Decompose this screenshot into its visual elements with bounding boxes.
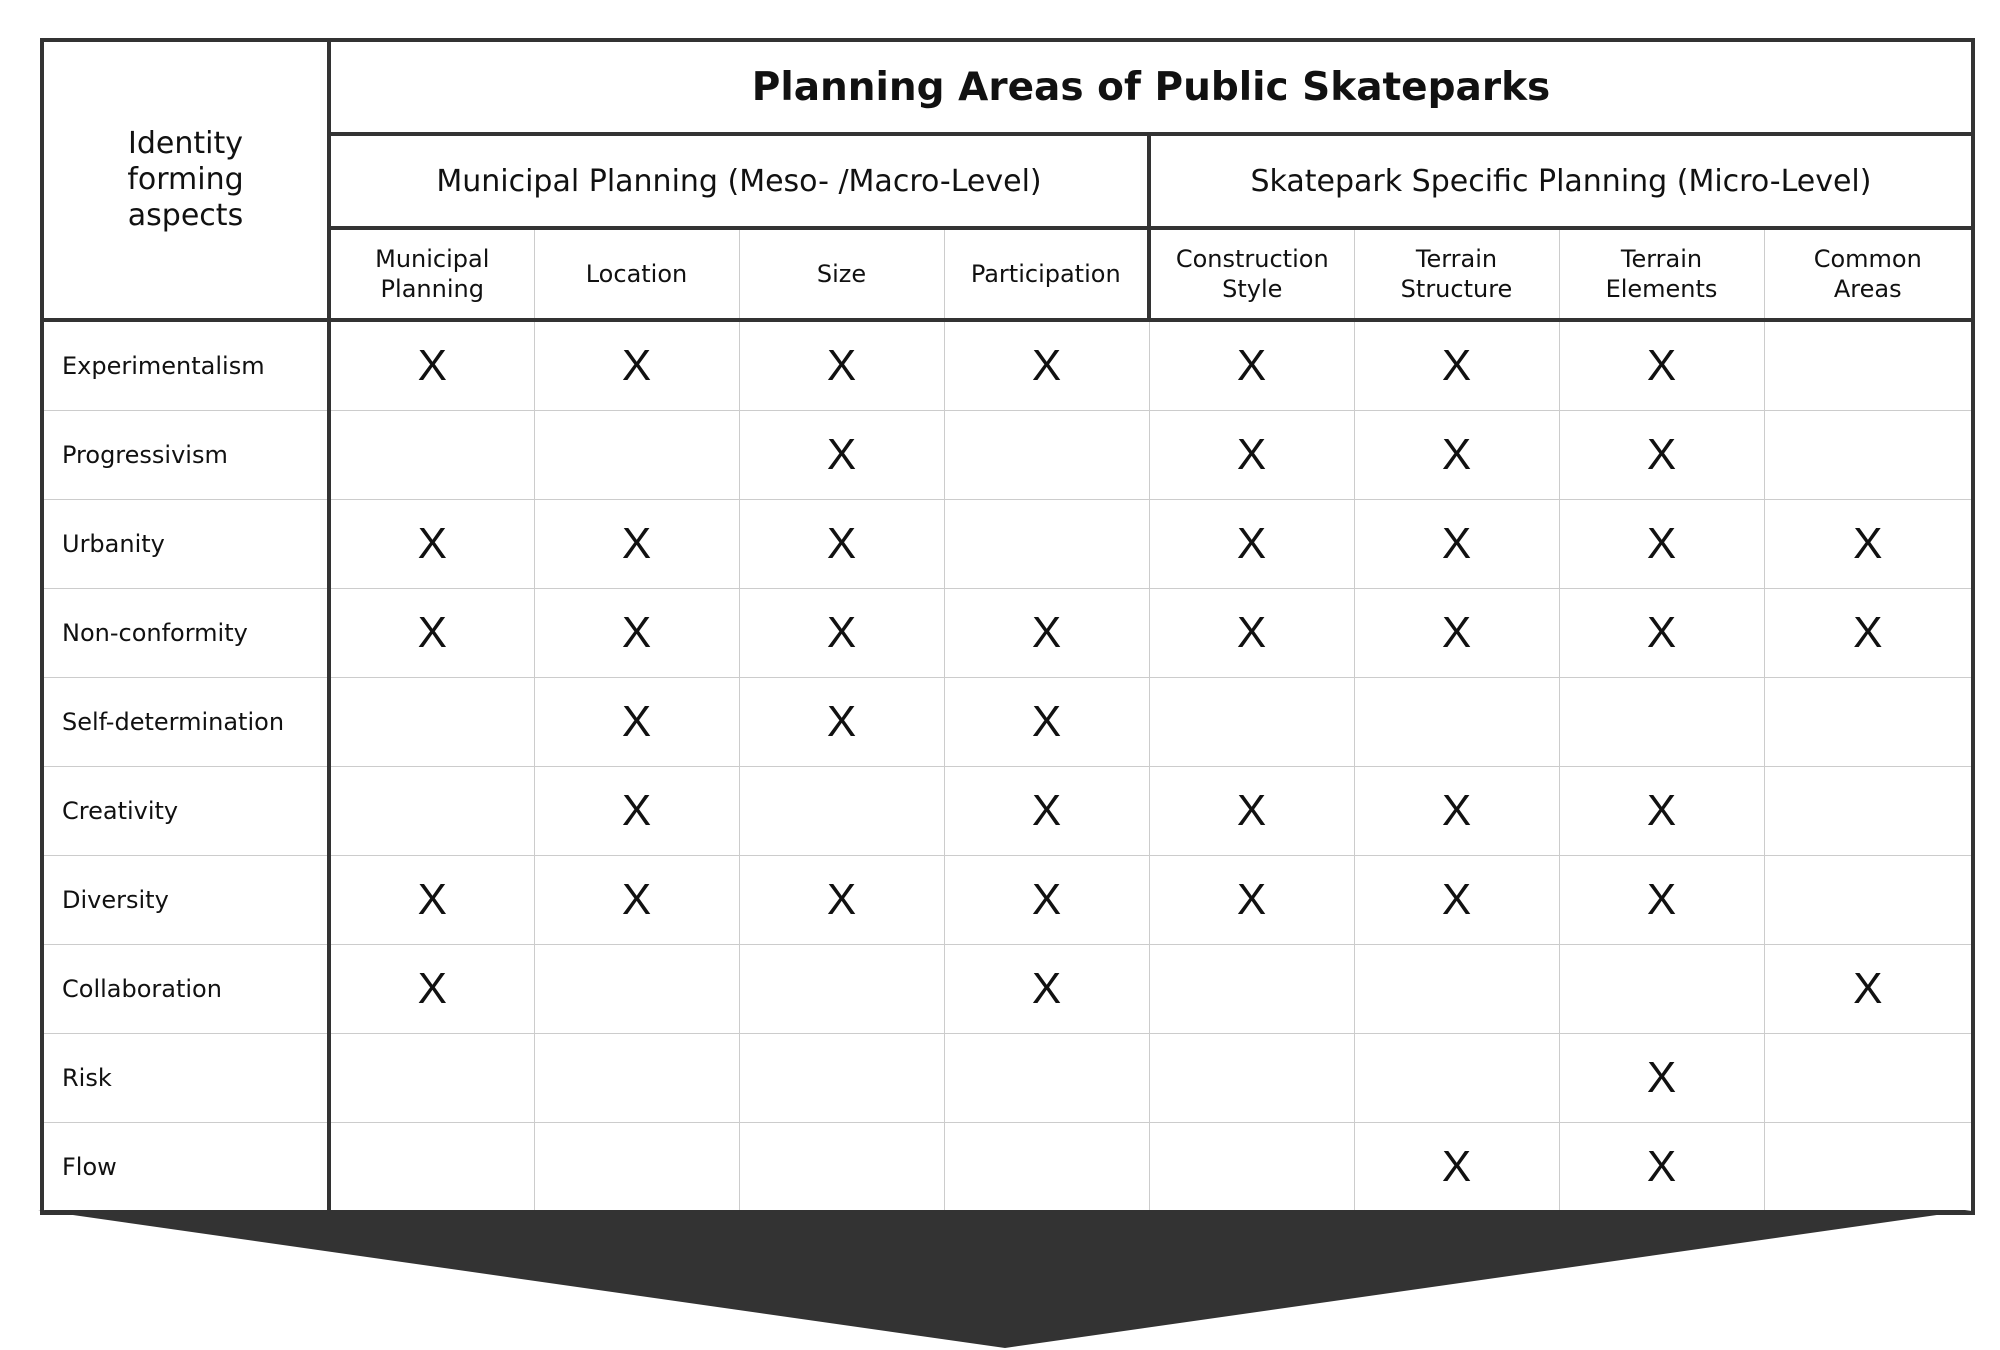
column-header-line: Municipal [375, 245, 490, 273]
matrix-cell: X [534, 320, 739, 411]
matrix-cell: X [1354, 856, 1559, 945]
row-label: Risk [42, 1034, 329, 1123]
matrix-cell: X [1354, 500, 1559, 589]
matrix-cell: X [534, 856, 739, 945]
table-title: Planning Areas of Public Skateparks [329, 40, 1973, 134]
matrix-cell: X [329, 945, 534, 1034]
matrix-cell: X [329, 856, 534, 945]
matrix-cell: X [739, 411, 944, 500]
column-header-line: Structure [1400, 275, 1513, 303]
corner-label-line: forming [127, 162, 244, 197]
matrix-cell: X [534, 678, 739, 767]
matrix-cell: X [739, 320, 944, 411]
corner-label-line: aspects [127, 198, 244, 233]
row-label: Urbanity [42, 500, 329, 589]
column-header-line: Size [816, 260, 867, 288]
group-header-skatepark: Skatepark Specific Planning (Micro-Level) [1149, 134, 1973, 228]
column-header-line: Participation [970, 260, 1121, 288]
matrix-cell: X [944, 320, 1149, 411]
matrix-cell: X [1354, 1123, 1559, 1214]
matrix-cell: X [1559, 1123, 1764, 1214]
row-label: Progressivism [42, 411, 329, 500]
matrix-cell: X [1149, 767, 1354, 856]
row-label: Experimentalism [42, 320, 329, 411]
row-label: Non-conformity [42, 589, 329, 678]
column-header-line: Areas [1833, 275, 1902, 303]
row-label: Self-determination [42, 678, 329, 767]
matrix-cell: X [1559, 1034, 1764, 1123]
matrix-cell: X [739, 856, 944, 945]
matrix-cell: X [1559, 856, 1764, 945]
matrix-cell: X [1764, 500, 1973, 589]
matrix-cell: X [944, 945, 1149, 1034]
column-header-line: Elements [1605, 275, 1718, 303]
matrix-cell: X [329, 589, 534, 678]
matrix-cell: X [944, 589, 1149, 678]
matrix-cell: X [1354, 320, 1559, 411]
row-label: Diversity [42, 856, 329, 945]
corner-label-line: Identity [128, 126, 243, 161]
matrix-cell: X [1764, 945, 1973, 1034]
matrix-cell: X [1559, 589, 1764, 678]
column-header-line: Terrain [1415, 245, 1498, 273]
matrix-cell: X [944, 856, 1149, 945]
chevron-down-icon [38, 1210, 1972, 1348]
row-label: Creativity [42, 767, 329, 856]
column-header-line: Style [1222, 275, 1283, 303]
matrix-cell: X [329, 500, 534, 589]
matrix-cell: X [739, 589, 944, 678]
matrix-cell: X [1354, 589, 1559, 678]
matrix-cell: X [739, 678, 944, 767]
matrix-cell: X [329, 320, 534, 411]
matrix-cell: X [944, 678, 1149, 767]
matrix-cell: X [534, 500, 739, 589]
column-header-line: Terrain [1620, 245, 1703, 273]
matrix-cell: X [1149, 589, 1354, 678]
column-header-line: Planning [380, 275, 484, 303]
matrix-cell: X [1559, 320, 1764, 411]
row-label: Flow [42, 1123, 329, 1214]
matrix-cell: X [1149, 320, 1354, 411]
matrix-cell: X [1354, 411, 1559, 500]
matrix-cell: X [1354, 767, 1559, 856]
matrix-cell: X [1559, 767, 1764, 856]
matrix-cell: X [534, 589, 739, 678]
column-header-line: Construction [1175, 245, 1329, 273]
matrix-cell: X [1764, 589, 1973, 678]
group-header-municipal: Municipal Planning (Meso- /Macro-Level) [329, 134, 1149, 228]
matrix-cell: X [1149, 856, 1354, 945]
matrix-cell: X [944, 767, 1149, 856]
matrix-cell: X [1149, 411, 1354, 500]
matrix-cell: X [739, 500, 944, 589]
matrix-cell: X [1559, 411, 1764, 500]
column-header-line: Common [1813, 245, 1922, 273]
matrix-cell: X [1149, 500, 1354, 589]
row-label: Collaboration [42, 945, 329, 1034]
column-header-line: Location [585, 260, 688, 288]
matrix-cell: X [534, 767, 739, 856]
matrix-cell: X [1559, 500, 1764, 589]
